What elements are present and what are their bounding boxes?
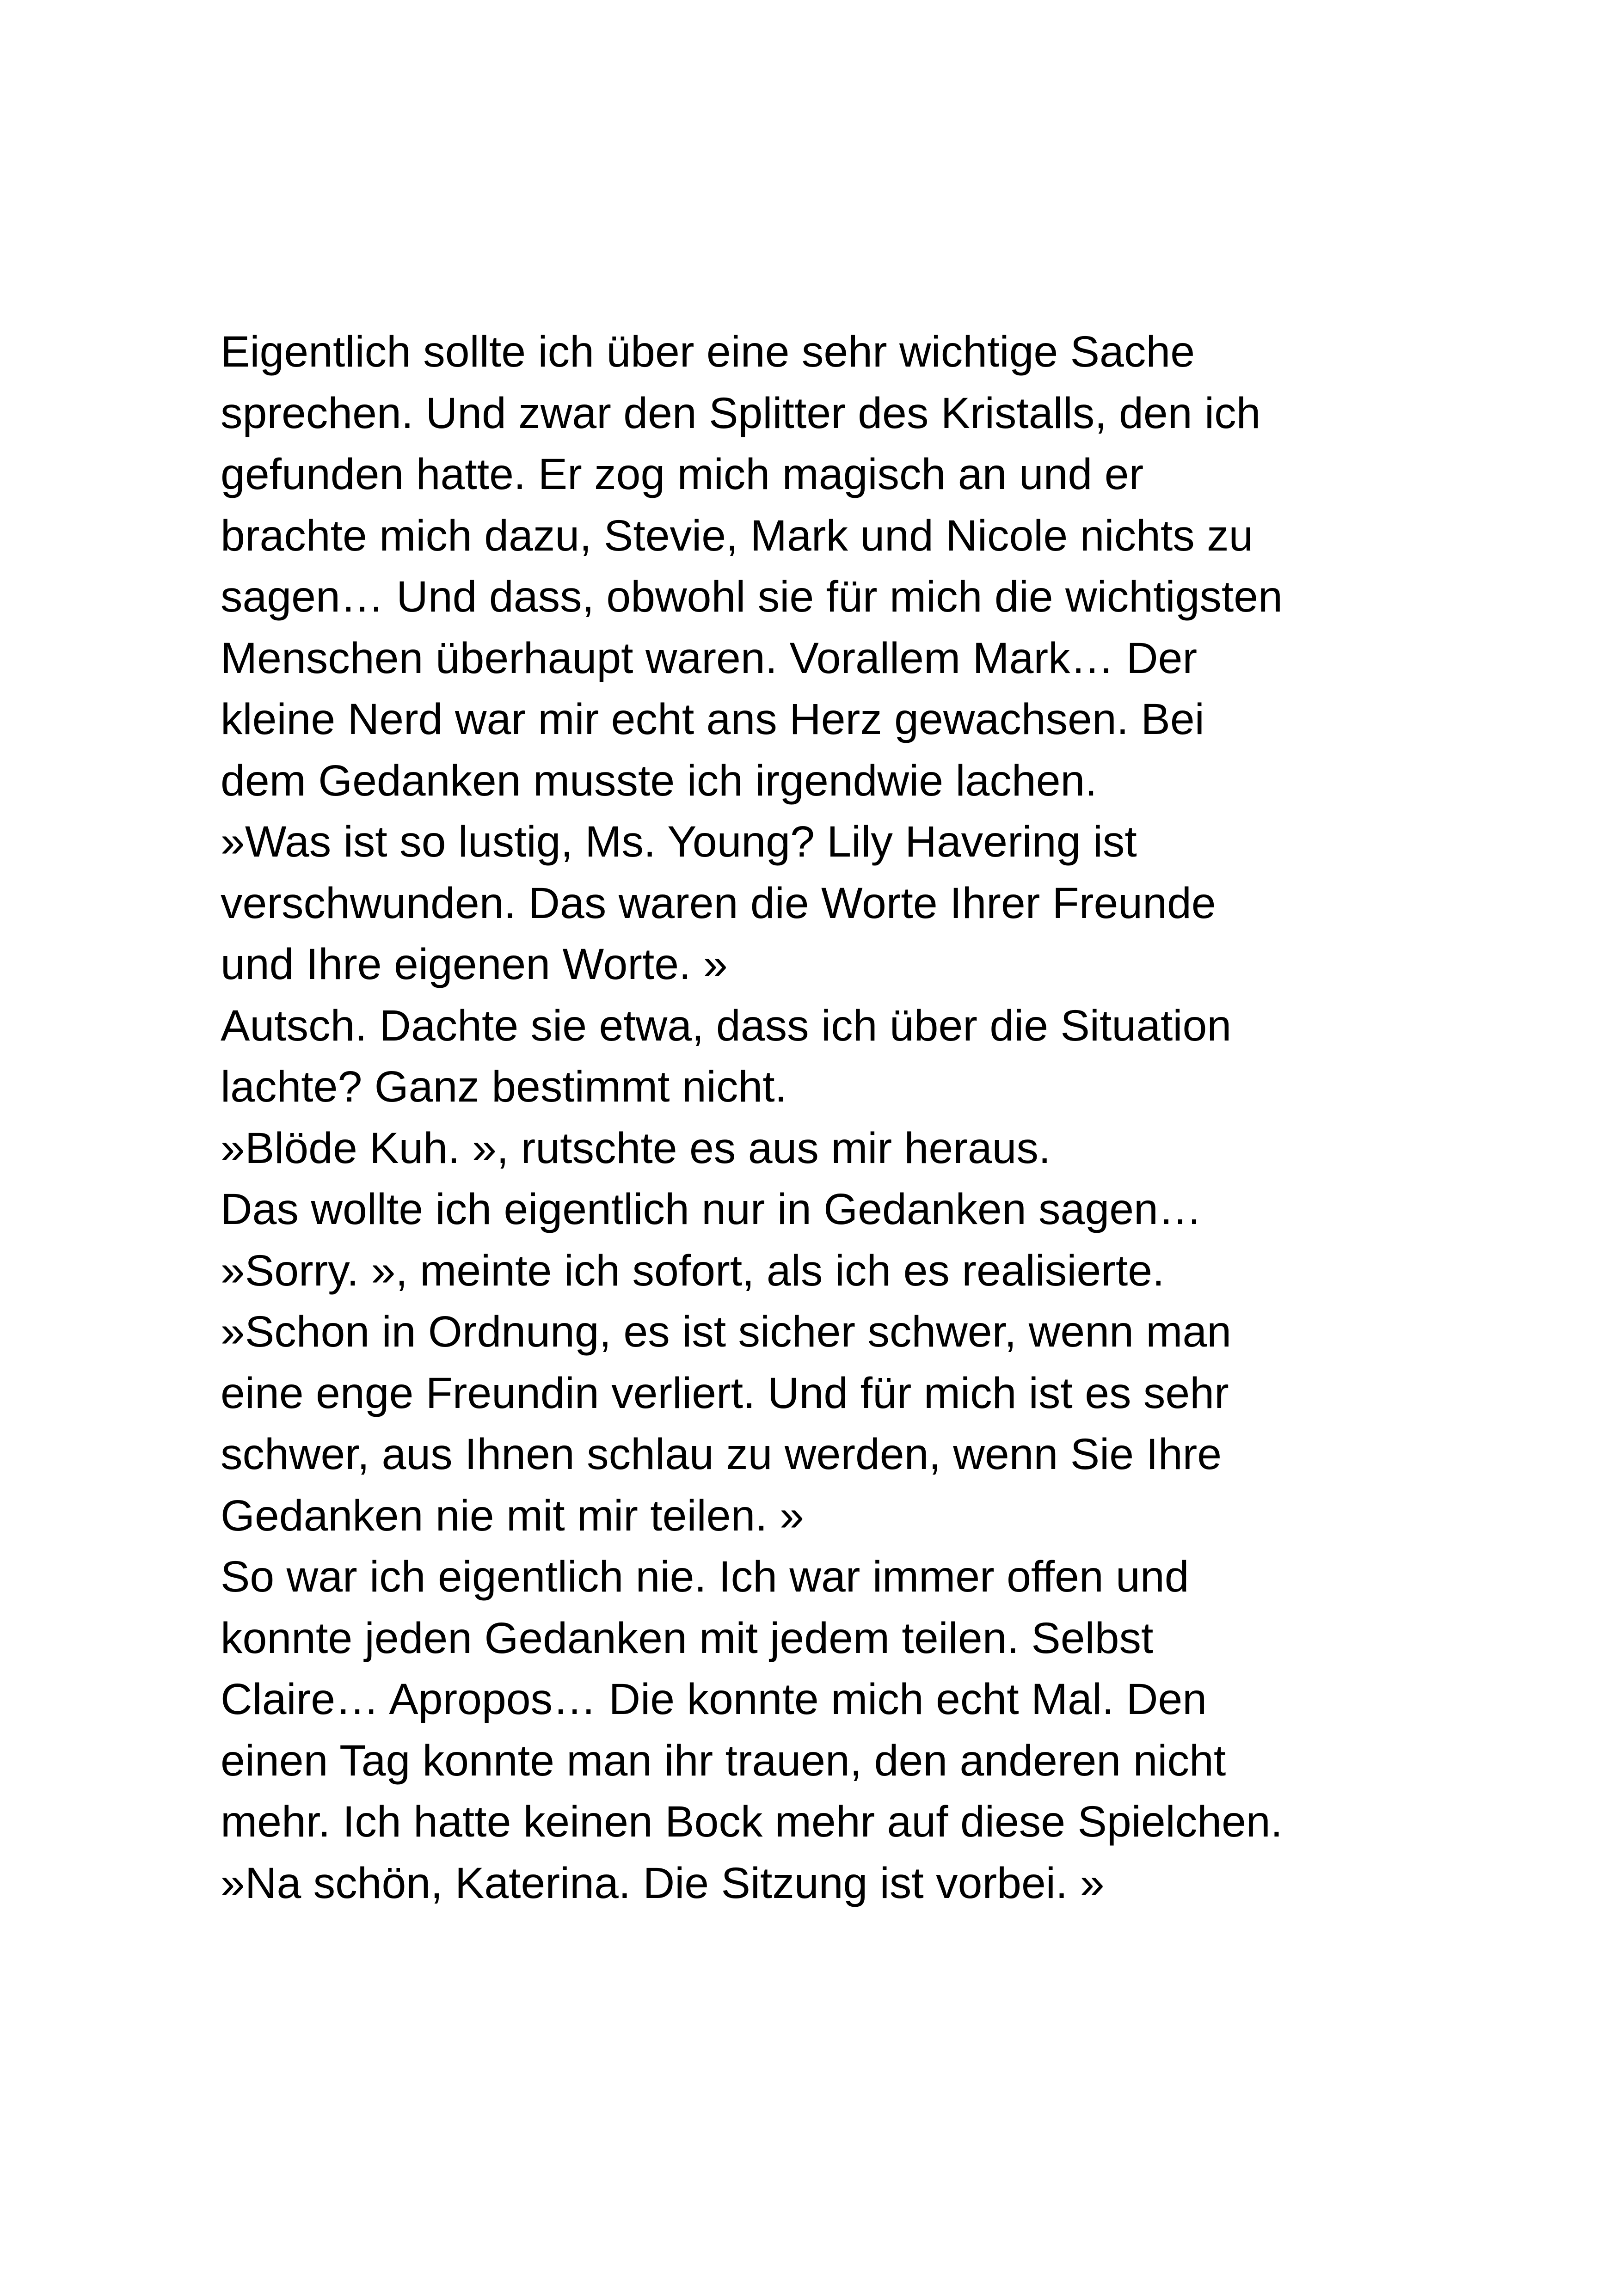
text-line: Gedanken nie mit mir teilen. » [221, 1491, 804, 1540]
text-line: gefunden hatte. Er zog mich magisch an und er [221, 450, 1144, 499]
text-line: sagen… Und dass, obwohl sie für mich die wichtigsten [221, 572, 1283, 621]
text-line: So war ich eigentlich nie. Ich war immer offen und [221, 1552, 1189, 1601]
text-line: »Na schön, Katerina. Die Sitzung ist vorbei. » [221, 1858, 1105, 1908]
text-line: brachte mich dazu, Stevie, Mark und Nicole nichts zu [221, 511, 1253, 560]
text-line: »Sorry. », meinte ich sofort, als ich es realisierte. [221, 1246, 1165, 1295]
text-line: dem Gedanken musste ich irgendwie lachen. [221, 756, 1097, 805]
text-line: verschwunden. Das waren die Worte Ihrer Freunde [221, 878, 1216, 928]
text-line: Das wollte ich eigentlich nur in Gedanken sagen… [221, 1185, 1202, 1234]
text-line: Claire… Apropos… Die konnte mich echt Mal. Den [221, 1675, 1207, 1724]
text-line: mehr. Ich hatte keinen Bock mehr auf diese Spielchen. [221, 1797, 1283, 1846]
text-line: schwer, aus Ihnen schlau zu werden, wenn Sie Ihre [221, 1430, 1222, 1479]
text-line: einen Tag konnte man ihr trauen, den anderen nicht [221, 1736, 1226, 1785]
text-line: konnte jeden Gedanken mit jedem teilen. Selbst [221, 1613, 1154, 1663]
text-line: »Blöde Kuh. », rutschte es aus mir heraus. [221, 1123, 1051, 1173]
text-line: Autsch. Dachte sie etwa, dass ich über die Situation [221, 1001, 1232, 1050]
text-line: Eigentlich sollte ich über eine sehr wichtige Sache [221, 327, 1195, 376]
text-line: eine enge Freundin verliert. Und für mich ist es sehr [221, 1368, 1229, 1418]
text-line: »Schon in Ordnung, es ist sicher schwer, wenn man [221, 1307, 1232, 1356]
text-line: kleine Nerd war mir echt ans Herz gewachsen. Bei [221, 695, 1204, 744]
text-line: Menschen überhaupt waren. Vorallem Mark… Der [221, 633, 1198, 683]
text-line: »Was ist so lustig, Ms. Young? Lily Havering ist [221, 817, 1137, 866]
text-line: und Ihre eigenen Worte. » [221, 940, 728, 989]
text-line: sprechen. Und zwar den Splitter des Kristalls, den ich [221, 388, 1261, 438]
text-line: lachte? Ganz bestimmt nicht. [221, 1062, 787, 1111]
body-text [221, 321, 1469, 1914]
